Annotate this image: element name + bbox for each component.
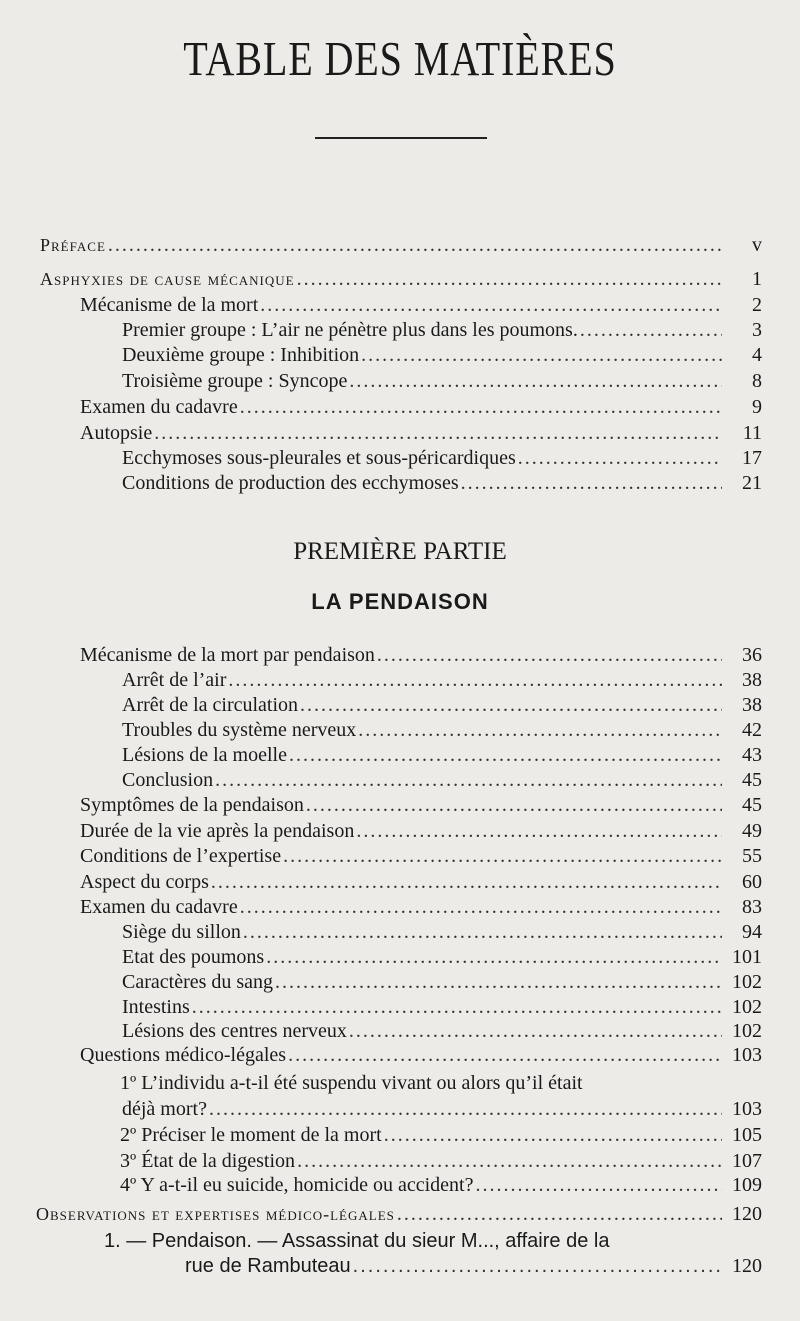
toc-entry: [0, 896, 762, 921]
toc-entry-page: 1: [752, 268, 762, 290]
toc-entry-label: Arrêt de la circulation: [122, 694, 299, 716]
toc-entry-page: 3: [752, 319, 762, 341]
toc-entry-page: 49: [742, 820, 762, 842]
toc-entry-label: Autopsie: [80, 422, 153, 444]
toc-entry-page: 103: [732, 1044, 762, 1066]
dot-leader: [461, 472, 722, 495]
toc-entry-label: Examen du cadavre: [80, 396, 238, 418]
toc-entry: [0, 234, 762, 259]
toc-entry-page: v: [752, 234, 762, 256]
toc-entry-label: Etat des poumons: [122, 946, 265, 968]
toc-entry-page: 101: [732, 946, 762, 968]
toc-entry: [0, 1124, 762, 1149]
dot-leader: [243, 921, 722, 944]
toc-entry-page: 120: [732, 1203, 762, 1225]
toc-entry-page: 42: [742, 719, 762, 741]
dot-leader: [108, 234, 722, 257]
toc-entry-label: Asphyxies de cause mécanique: [40, 269, 295, 289]
toc-entry-page: 11: [742, 422, 762, 444]
dot-leader: [275, 971, 722, 994]
toc-entry: [0, 1020, 762, 1045]
toc-entry: [0, 669, 762, 694]
page-title: TABLE DES MATIÈRES: [183, 31, 617, 86]
dot-leader: [209, 1098, 722, 1121]
dot-leader: [266, 946, 722, 969]
toc-entry-label: Observations et expertises médico-légales: [36, 1204, 395, 1224]
toc-entry: [0, 422, 762, 447]
dot-leader: [580, 319, 722, 342]
dot-leader: [211, 871, 722, 894]
toc-entry: [0, 1174, 762, 1199]
toc-entry-label: Deuxième groupe : Inhibition: [122, 344, 360, 366]
dot-leader: [240, 896, 722, 919]
toc-entry: [0, 744, 762, 769]
dot-leader: [297, 268, 722, 291]
dot-leader: [240, 396, 722, 419]
toc-entry-page: 21: [742, 472, 762, 494]
toc-entry: [0, 1044, 762, 1069]
toc-entry-page: 2: [752, 294, 762, 316]
dot-leader: [154, 422, 722, 445]
toc-entry: [0, 719, 762, 744]
toc-entry-label: Conditions de production des ecchymoses: [122, 472, 459, 494]
toc-entry-page: 45: [742, 794, 762, 816]
toc-entry-label: Questions médico-légales: [80, 1044, 287, 1066]
dot-leader: [300, 694, 722, 717]
toc-entry-label: Lésions de la moelle: [122, 744, 287, 766]
dot-leader: [475, 1174, 722, 1197]
toc-entry-page: 38: [742, 694, 762, 716]
toc-entry: [0, 794, 762, 819]
toc-entry-label: Intestins: [122, 996, 190, 1018]
dot-leader: [192, 996, 722, 1019]
toc-entry: [0, 370, 762, 395]
toc-entry-page: 102: [732, 996, 762, 1018]
toc-entry: [0, 294, 762, 319]
toc-entry-page: 45: [742, 769, 762, 791]
toc-entry: [0, 820, 762, 845]
toc-entry: [0, 996, 762, 1021]
dot-leader: [289, 744, 722, 767]
dot-leader: [306, 794, 722, 817]
toc-entry-page: 105: [732, 1124, 762, 1146]
dot-leader: [349, 370, 722, 393]
dot-leader: [397, 1203, 722, 1226]
dot-leader: [283, 845, 722, 868]
toc-entry-page: 120: [732, 1255, 762, 1277]
toc-entry: [0, 1203, 762, 1228]
toc-entry: [0, 1255, 762, 1280]
toc-entry-page: 17: [742, 447, 762, 469]
toc-entry-page: 55: [742, 845, 762, 867]
toc-entry-page: 9: [752, 396, 762, 418]
toc-entry: [0, 447, 762, 472]
question-1-line-1: 1º L’individu a-t-il été suspendu vivant ou alors qu’il était: [120, 1072, 583, 1094]
toc-entry-label: rue de Rambuteau: [185, 1255, 351, 1277]
toc-entry: [0, 396, 762, 421]
toc-entry-label: Caractères du sang: [122, 971, 274, 993]
toc-entry: [0, 344, 762, 369]
toc-entry-page: 102: [732, 1020, 762, 1042]
toc-entry-page: 102: [732, 971, 762, 993]
observation-1-line-1: 1. — Pendaison. — Assassinat du sieur M..., affaire de la: [104, 1230, 610, 1252]
toc-entry-label: Durée de la vie après la pendaison: [80, 820, 355, 842]
toc-entry: [0, 769, 762, 794]
dot-leader: [356, 820, 722, 843]
toc-entry-label: Symptômes de la pendaison: [80, 794, 304, 816]
title-rule: [315, 137, 487, 139]
dot-leader: [215, 769, 722, 792]
toc-entry-label: Ecchymoses sous-pleurales et sous-péricardiques: [122, 447, 516, 469]
toc-entry-page: 83: [742, 896, 762, 918]
dot-leader: [518, 447, 722, 470]
dot-leader: [377, 644, 722, 667]
toc-entry: [0, 472, 762, 497]
dot-leader: [361, 344, 722, 367]
toc-entry-page: 103: [732, 1098, 762, 1120]
dot-leader: [288, 1044, 722, 1067]
toc-entry-page: 8: [752, 370, 762, 392]
dot-leader: [260, 294, 722, 317]
dot-leader: [358, 719, 722, 742]
dot-leader: [297, 1150, 722, 1173]
toc-entry-label: Mécanisme de la mort par pendaison: [80, 644, 375, 666]
toc-entry: [0, 871, 762, 896]
toc-entry-label: Troisième groupe : Syncope: [122, 370, 348, 392]
toc-entry: [0, 845, 762, 870]
toc-entry-page: 94: [742, 921, 762, 943]
toc-entry-page: 38: [742, 669, 762, 691]
toc-entry: [0, 1098, 762, 1123]
dot-leader: [349, 1020, 722, 1043]
toc-entry-label: Siège du sillon: [122, 921, 241, 943]
toc-entry: [0, 1150, 762, 1175]
toc-entry-label: Conditions de l’expertise: [80, 845, 282, 867]
toc-entry-label: Examen du cadavre: [80, 896, 238, 918]
toc-entry-label: 2º Préciser le moment de la mort: [120, 1124, 382, 1146]
toc-entry: [0, 971, 762, 996]
toc-entry-label: Conclusion: [122, 769, 214, 791]
toc-entry: [0, 694, 762, 719]
toc-entry-page: 43: [742, 744, 762, 766]
toc-entry-label: Mécanisme de la mort: [80, 294, 259, 316]
toc-entry-label: Arrêt de l’air: [122, 669, 227, 691]
toc-entry-page: 4: [752, 344, 762, 366]
toc-entry-label: Troubles du système nerveux: [122, 719, 357, 741]
toc-entry-page: 60: [742, 871, 762, 893]
part-heading: PREMIÈRE PARTIE: [293, 538, 507, 565]
toc-entry-page: 36: [742, 644, 762, 666]
toc-entry-page: 107: [732, 1150, 762, 1172]
toc-entry-label: 4º Y a-t-il eu suicide, homicide ou accident?: [120, 1174, 474, 1196]
toc-entry-label: Premier groupe : L’air ne pénètre plus dans les poumons.: [122, 319, 578, 341]
toc-entry: [0, 644, 762, 669]
toc-entry-label: 3º État de la digestion: [120, 1150, 296, 1172]
toc-entry: [0, 946, 762, 971]
dot-leader: [384, 1124, 722, 1147]
toc-entry-label: déjà mort?: [122, 1098, 207, 1120]
dot-leader: [228, 669, 722, 692]
toc-entry-label: Lésions des centres nerveux: [122, 1020, 347, 1042]
toc-entry-page: 109: [732, 1174, 762, 1196]
toc-entry: [0, 319, 762, 344]
part-subheading: LA PENDAISON: [311, 589, 489, 614]
toc-entry: [0, 268, 762, 293]
dot-leader: [353, 1255, 722, 1278]
toc-entry-label: Préface: [40, 235, 106, 255]
toc-entry: [0, 921, 762, 946]
toc-entry-label: Aspect du corps: [80, 871, 209, 893]
